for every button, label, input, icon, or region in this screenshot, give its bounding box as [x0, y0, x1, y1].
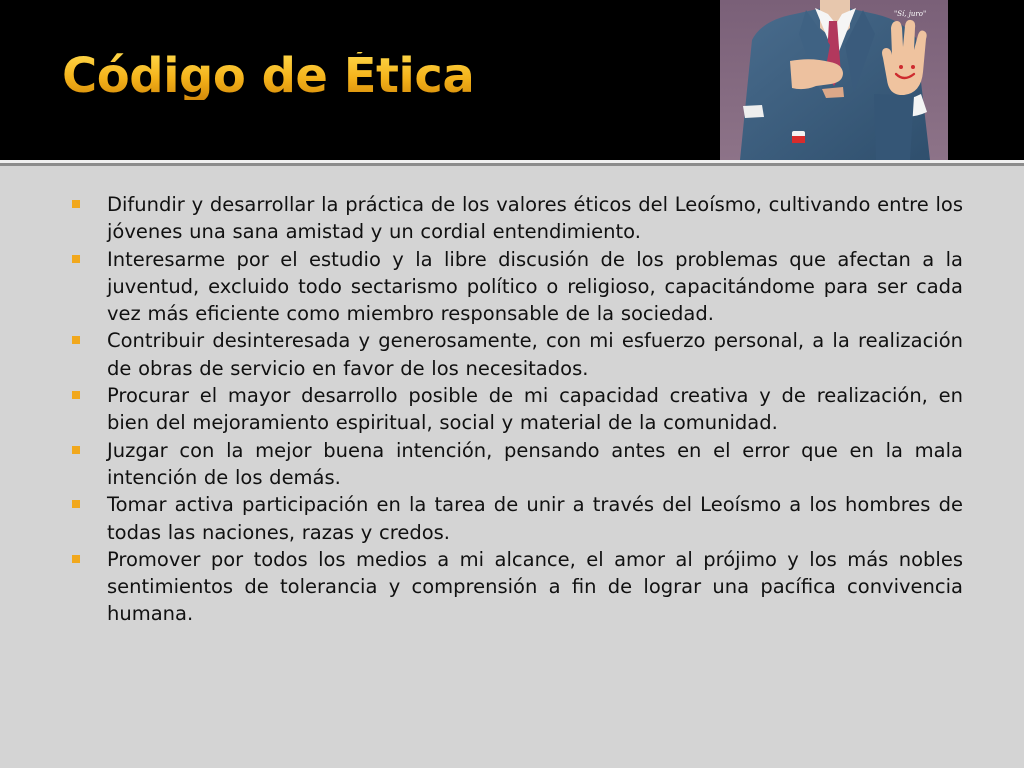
ethics-item-text: Contribuir desinteresada y generosamente, con mi esfuerzo personal, a la realización de obras de servicio en favor de los necesitados. [107, 329, 963, 380]
ethics-item-text: Interesarme por el estudio y la libre discusión de los problemas que afectan a la juventud, excluido todo sectarismo político o religioso, capacitándome para ser cada vez más eficiente como miembro responsable de la sociedad. [107, 247, 963, 326]
ethics-item [70, 437, 963, 492]
oath-illustration [720, 0, 948, 160]
bullet-square-icon [72, 391, 80, 399]
bullet-square-icon [72, 555, 80, 563]
bullet-square-icon [72, 255, 80, 263]
ethics-item-text: Procurar el mayor desarrollo posible de mi capacidad creativa y de realización, en bien del mejoramiento espiritual, social y material de la comunidad. [107, 384, 963, 435]
ethics-item-text: Tomar activa participación en la tarea de unir a través del Leoísmo a los hombres de todas las naciones, razas y credos. [107, 493, 963, 544]
bullet-square-icon [72, 446, 80, 454]
ethics-item-text: Juzgar con la mejor buena intención, pensando antes en el error que en la mala intención de los demás. [107, 438, 963, 489]
ethics-item [70, 191, 963, 246]
slide-title: Código de Ética [62, 48, 475, 104]
bullet-square-icon [72, 200, 80, 208]
header-bar [0, 0, 1024, 160]
man-taking-oath-image [720, 0, 948, 160]
bullet-square-icon [72, 336, 80, 344]
bullet-square-icon [72, 500, 80, 508]
ethics-item-text: Promover por todos los medios a mi alcance, el amor al prójimo y los más nobles sentimientos de tolerancia y comprensión a fin de lograr una pacífica convivencia humana. [107, 547, 963, 626]
header-divider-dark [0, 163, 1024, 166]
ethics-item [70, 546, 963, 628]
ethics-item-text: Difundir y desarrollar la práctica de los valores éticos del Leoísmo, cultivando entre los jóvenes una sana amistad y un cordial entendimiento. [107, 193, 963, 244]
ethics-item [70, 491, 963, 546]
ethics-item [70, 246, 963, 328]
ethics-item [70, 382, 963, 437]
illustration-caption: "Sí, juro" [894, 10, 927, 18]
ethics-code-list [70, 191, 963, 628]
ethics-item [70, 327, 963, 382]
